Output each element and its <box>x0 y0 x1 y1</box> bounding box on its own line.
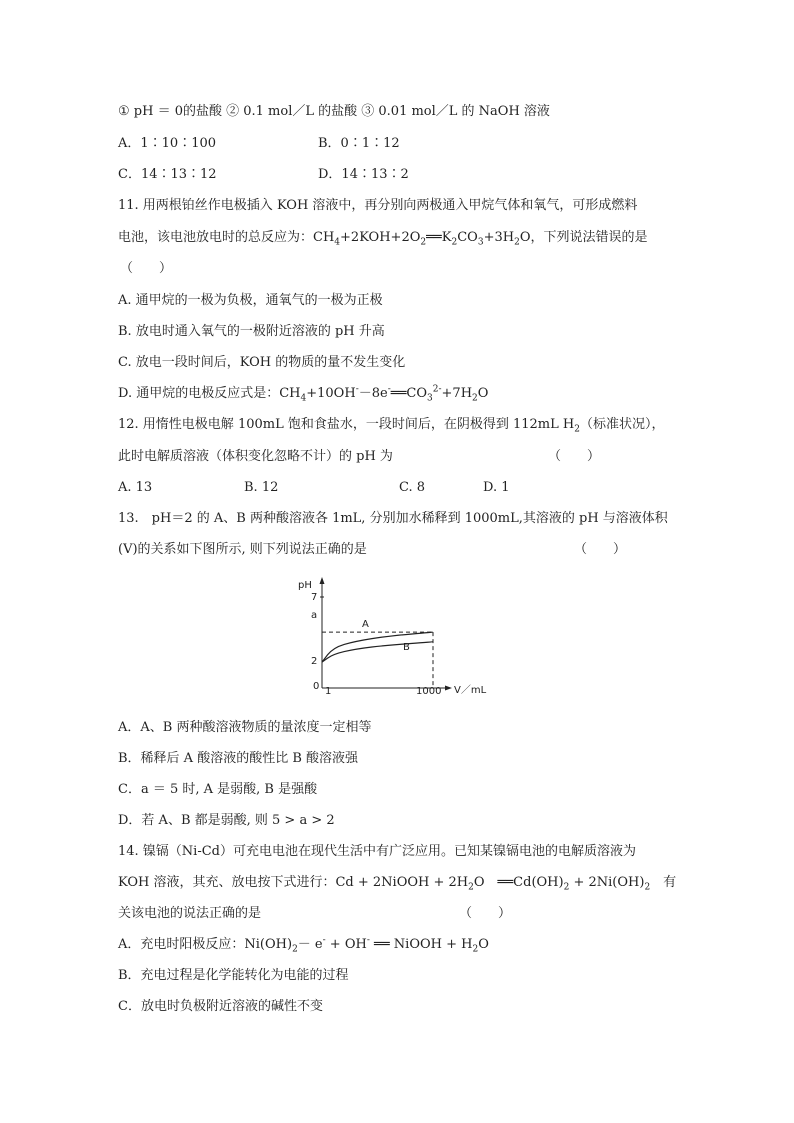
q10-stem: ① pH ＝ 0的盐酸 ② 0.1 mol／L 的盐酸 ③ 0.01 mol／L 的 NaOH 溶液 <box>118 104 550 119</box>
q12-answer-bracket: （ ） <box>548 449 601 464</box>
subscript: 2 <box>451 237 458 248</box>
q14-stem-line1: 14. 镍镉（Ni-Cd）可充电电池在现代生活中有广泛应用。已知某镍镉电池的电解质溶液为 <box>118 844 637 859</box>
series-b-label: B <box>403 642 410 653</box>
q14-text: 有 <box>650 875 677 890</box>
q14-text: KOH 溶液，其充、放电按下式进行：Cd + 2NiOOH + 2H <box>118 875 469 890</box>
q10-option-a: A．1∶10∶100 <box>118 136 217 151</box>
subscript: 2 <box>420 237 427 248</box>
q11-text: +10OH <box>306 386 356 401</box>
q14-stem-line2 <box>118 875 677 893</box>
q14-stem-line3: 关该电池的说法正确的是 <box>118 906 262 921</box>
q11-text: O <box>477 386 489 401</box>
q11-option-d <box>118 384 489 404</box>
q14-text: O <box>478 937 489 952</box>
subscript: 3 <box>477 237 484 248</box>
q12-stem-line2: 此时电解质溶液（体积变化忽略不计）的 pH 为 <box>118 449 393 464</box>
x-tick-label-1: 1 <box>325 686 332 697</box>
q14-option-c: C．放电时负极附近溶液的碱性不变 <box>118 999 323 1014</box>
q14-option-a <box>118 935 489 955</box>
x-axis-label: V／mL <box>454 685 487 696</box>
q13-option-d: D．若 A、B 都是弱酸, 则 5 > a > 2 <box>118 813 335 828</box>
q14-text: O ══Cd(OH) <box>473 875 564 890</box>
q13-option-c: C．a ＝ 5 时, A 是弱酸, B 是强酸 <box>118 782 318 797</box>
q11-stem-line2 <box>118 230 648 248</box>
q12-option-c: C. 8 <box>399 480 426 495</box>
q14-text: + 2Ni(OH) <box>569 875 645 890</box>
superscript: 2- <box>432 384 442 395</box>
q12-stem-line1 <box>118 417 665 435</box>
q11-text: ══K <box>426 230 452 245</box>
superscript: - <box>366 935 370 946</box>
q12-option-b: B. 12 <box>244 480 279 495</box>
y-axis-arrow <box>320 577 325 584</box>
q11-text: +3H <box>483 230 515 245</box>
q10-option-d: D．14∶13∶2 <box>318 167 409 182</box>
q12-text: 12. 用惰性电极电解 100mL 饱和食盐水，一段时间后，在阴极得到 112mL H <box>118 417 575 432</box>
subscript: 2 <box>472 393 478 404</box>
subscript: 2 <box>514 237 520 248</box>
q11-stem-line1: 11. 用两根铂丝作电极插入 KOH 溶液中，再分别向两极通入甲烷气体和氧气，可形成燃料 <box>118 198 638 213</box>
q11-option-c: C. 放电一段时间后，KOH 的物质的量不发生变化 <box>118 355 406 370</box>
subscript: 4 <box>300 393 307 404</box>
y-tick-label-2: 2 <box>311 656 318 667</box>
q12-text: （标准状况）， <box>579 417 665 432</box>
q14-text: A．充电时阳极反应：Ni(OH) <box>118 937 293 952</box>
subscript: 4 <box>334 237 341 248</box>
series-b-curve <box>322 642 433 662</box>
q13-option-a: A．A、B 两种酸溶液物质的量浓度一定相等 <box>118 720 372 735</box>
y-tick-label-a: a <box>311 610 318 621</box>
q11-text: D. 通甲烷的电极反应式是：CH <box>118 386 301 401</box>
q11-text: CO <box>457 230 478 245</box>
q14-text: ══ NiOOH + H <box>369 937 473 952</box>
ph-volume-chart <box>296 572 506 702</box>
superscript: - <box>355 384 359 395</box>
superscript: - <box>322 935 326 946</box>
q14-answer-bracket: （ ） <box>459 906 512 921</box>
q10-option-b: B．0∶1∶12 <box>318 136 400 151</box>
subscript: 2 <box>644 882 651 893</box>
series-a-label: A <box>362 619 369 630</box>
q11-text: +2KOH+2O <box>340 230 421 245</box>
subscript: 2 <box>468 882 474 893</box>
y-tick-label-0: 0 <box>313 681 320 692</box>
q11-option-b: B. 放电时通入氧气的一极附近溶液的 pH 升高 <box>118 324 385 339</box>
q11-text: 电池，该电池放电时的总反应为：CH <box>118 230 335 245</box>
q11-text: －8e <box>358 386 388 401</box>
y-tick-label-7: 7 <box>311 592 318 603</box>
subscript: 2 <box>574 424 580 435</box>
q14-text: － e <box>297 937 323 952</box>
y-axis-label: pH <box>298 580 312 591</box>
subscript: 2 <box>563 882 570 893</box>
q10-option-c: C．14∶13∶12 <box>118 167 217 182</box>
subscript: 2 <box>292 944 298 955</box>
q14-option-b: B．充电过程是化学能转化为电能的过程 <box>118 968 349 983</box>
q14-text: + OH <box>325 937 367 952</box>
q12-option-a: A. 13 <box>118 480 153 495</box>
subscript: 3 <box>427 393 433 404</box>
q13-stem-line1: 13. pH＝2 的 A、B 两种酸溶液各 1mL, 分别加水稀释到 1000mL,其溶液的 pH 与溶液体积 <box>118 511 668 526</box>
q13-answer-bracket: （ ） <box>574 542 627 557</box>
subscript: 2 <box>472 944 479 955</box>
x-tick-label-1000: 1000 <box>416 686 442 697</box>
q12-option-d: D. 1 <box>483 480 510 495</box>
q13-stem-line2: (V)的关系如下图所示, 则下列说法正确的是 <box>118 542 367 557</box>
q11-text: +7H <box>441 386 473 401</box>
superscript: - <box>387 384 391 395</box>
q11-text: ══CO <box>390 386 428 401</box>
q11-answer-bracket: （ ） <box>120 261 173 276</box>
series-a-curve <box>322 632 433 662</box>
q11-text: O，下列说法错误的是 <box>519 230 648 245</box>
q11-option-a: A. 通甲烷的一极为负极，通氧气的一极为正极 <box>118 293 383 308</box>
q13-option-b: B．稀释后 A 酸溶液的酸性比 B 酸溶液强 <box>118 751 359 766</box>
x-axis-arrow <box>445 686 452 691</box>
